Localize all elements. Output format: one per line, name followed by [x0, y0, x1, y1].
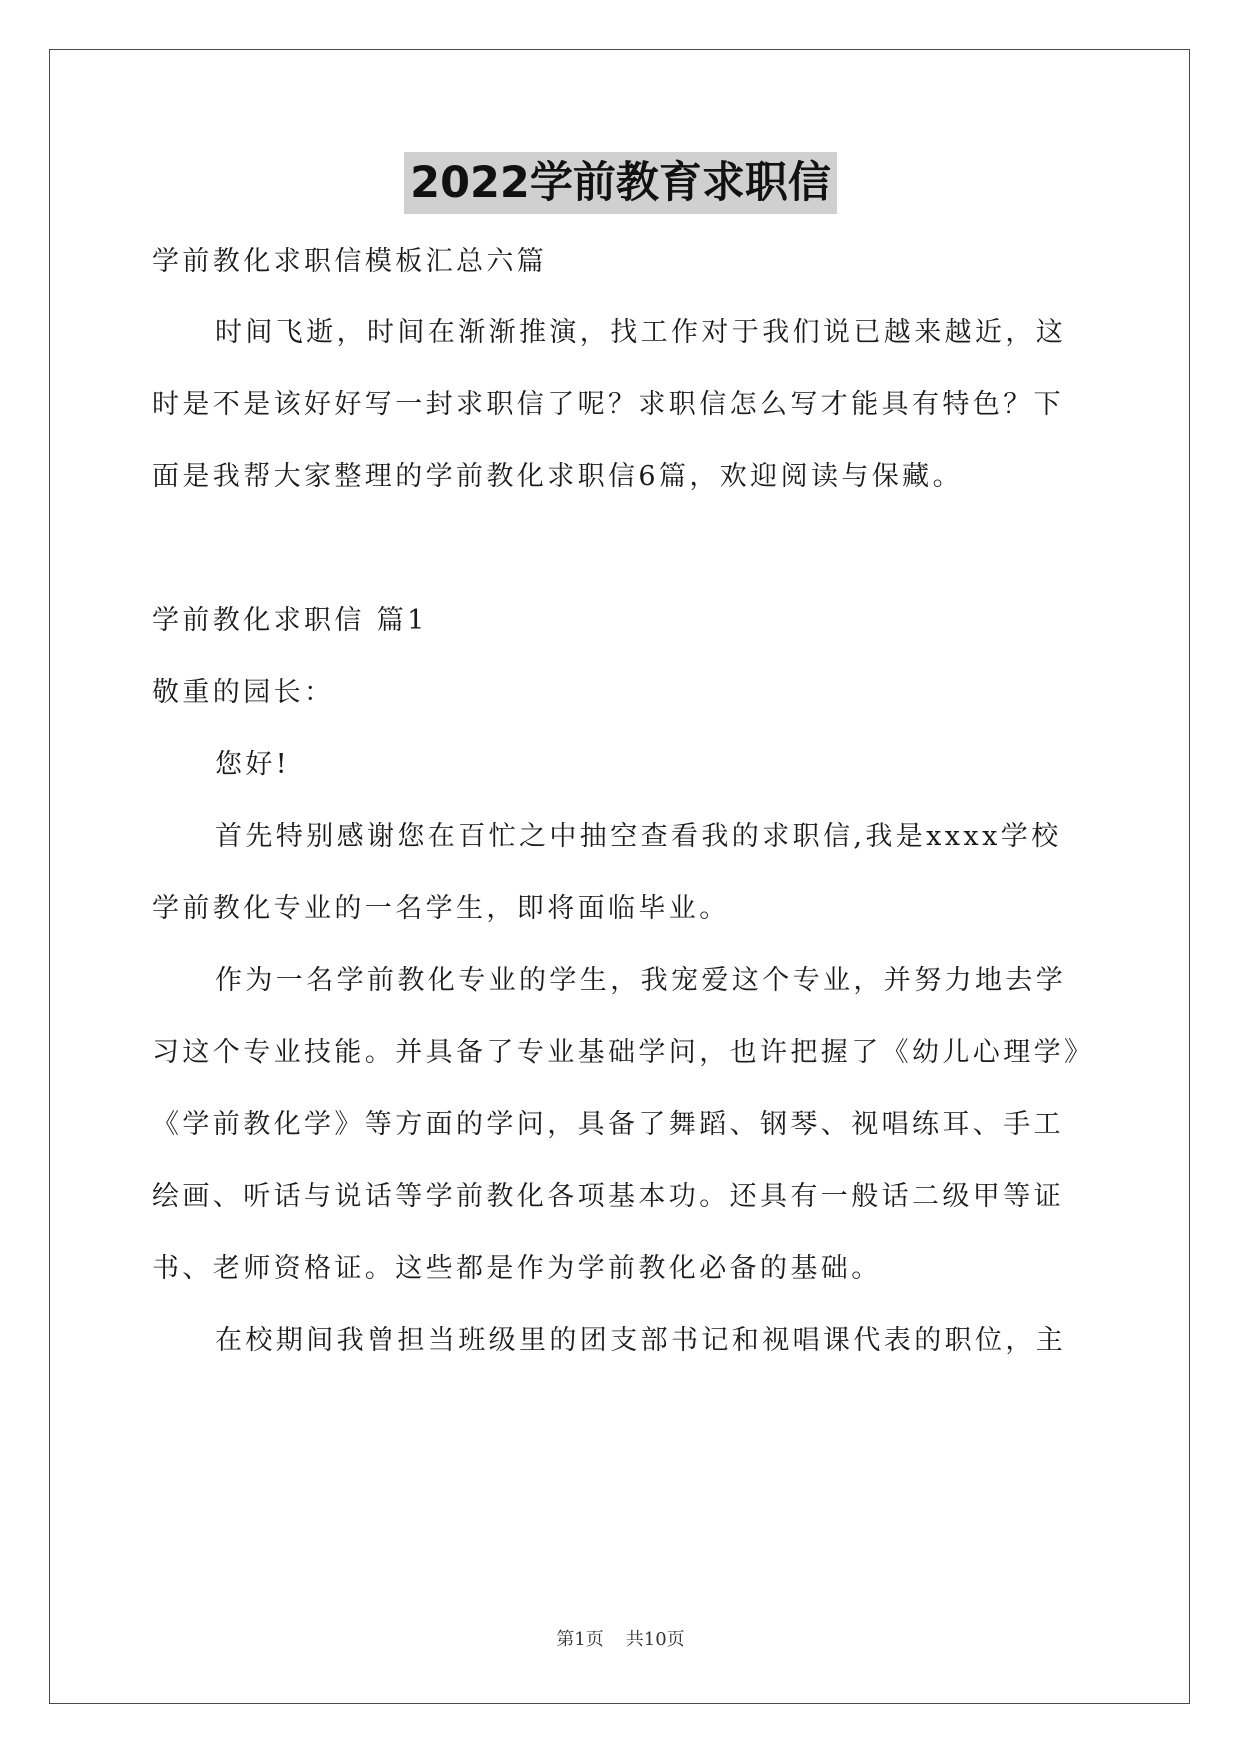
body-line-3: 作为一名学前教化专业的学生，我宠爱这个专业，并努力地去学	[215, 965, 1067, 996]
body-line-7: 书、老师资格证。这些都是作为学前教化必备的基础。	[152, 1253, 882, 1284]
body-line-4: 习这个专业技能。并具备了专业基础学问，也许把握了《幼儿心理学》	[152, 1037, 1095, 1068]
document-subtitle: 学前教化求职信模板汇总六篇	[152, 246, 548, 277]
document-title-text: 2022学前教育求职信	[404, 152, 837, 214]
greeting: 您好!	[215, 749, 291, 780]
intro-line-2: 时是不是该好好写一封求职信了呢？求职信怎么写才能具有特色？下	[152, 389, 1064, 420]
page-number: 第1页	[556, 1629, 604, 1650]
body-line-6: 绘画、听话与说话等学前教化各项基本功。还具有一般话二级甲等证	[152, 1181, 1064, 1212]
page-border	[49, 49, 1190, 1704]
salutation: 敬重的园长：	[152, 677, 335, 708]
intro-line-1: 时间飞逝，时间在渐渐推演，找工作对于我们说已越来越近，这	[215, 317, 1067, 348]
body-line-2: 学前教化专业的一名学生，即将面临毕业。	[152, 893, 730, 924]
body-line-8: 在校期间我曾担当班级里的团支部书记和视唱课代表的职位，主	[215, 1325, 1067, 1356]
body-line-1: 首先特别感谢您在百忙之中抽空查看我的求职信,我是xxxx学校	[215, 821, 1062, 852]
intro-line-3: 面是我帮大家整理的学前教化求职信6篇，欢迎阅读与保藏。	[152, 461, 963, 492]
body-line-5: 《学前教化学》等方面的学问，具备了舞蹈、钢琴、视唱练耳、手工	[152, 1109, 1064, 1140]
page-footer	[0, 1628, 1241, 1652]
document-title	[0, 152, 1241, 214]
page-total: 共10页	[625, 1629, 685, 1650]
section-heading: 学前教化求职信 篇1	[152, 605, 428, 636]
